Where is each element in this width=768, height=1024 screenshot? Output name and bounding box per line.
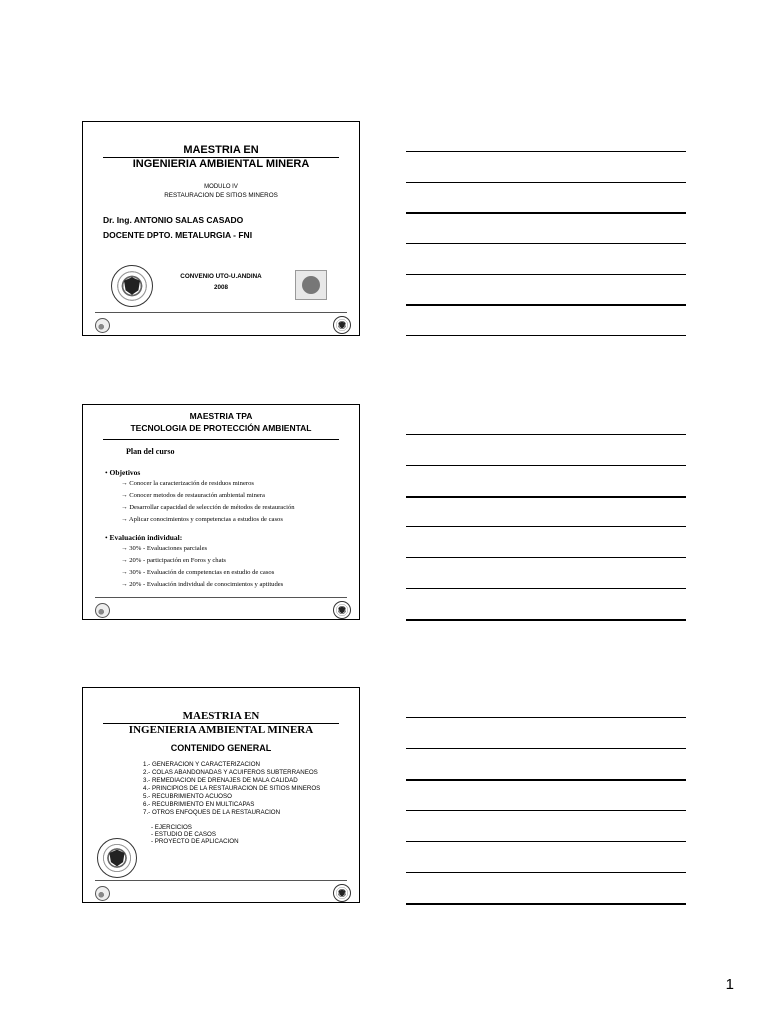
slide2-title-line2: TECNOLOGIA DE PROTECCIÓN AMBIENTAL xyxy=(130,423,312,433)
slide2-plan: Plan del curso xyxy=(126,447,175,456)
slide3-footer-rule xyxy=(95,880,347,881)
slide-3 xyxy=(82,687,360,903)
slide1-year: 2008 xyxy=(213,284,228,291)
page-number: 1 xyxy=(725,976,734,993)
note-line xyxy=(406,304,686,306)
evaluacion-item: → 30% - Evaluaciones parciales xyxy=(121,545,208,552)
slide3-title-line1: MAESTRIA EN xyxy=(182,710,260,722)
extra-item: - ESTUDIO DE CASOS xyxy=(151,831,216,838)
footer-seal-icon xyxy=(333,601,351,619)
note-line xyxy=(406,810,686,811)
note-line xyxy=(406,243,686,244)
note-line xyxy=(406,841,686,842)
objetivo-item: → Conocer metodos de restauración ambiental minera xyxy=(121,492,265,499)
note-line xyxy=(406,274,686,275)
note-line xyxy=(406,526,686,527)
note-line xyxy=(406,903,686,905)
note-line xyxy=(406,182,686,183)
slide3-title-rule xyxy=(103,723,339,724)
extra-item: - EJERCICIOS xyxy=(151,824,192,831)
note-line xyxy=(406,465,686,466)
contenido-item: 2.- COLAS ABANDONADAS Y ACUIFEROS SUBTERRANEOS xyxy=(143,769,318,776)
slide1-module: MODULO IV xyxy=(204,184,238,190)
note-line xyxy=(406,717,686,718)
note-line xyxy=(406,588,686,589)
contenido-item: 4.- PRINCIPIOS DE LA RESTAURACION DE SITIOS MINEROS xyxy=(143,785,321,792)
note-line xyxy=(406,748,686,749)
footer-seal-icon xyxy=(333,884,351,902)
evaluacion-item: → 30% - Evaluación de competencias en estudio de casos xyxy=(121,569,275,576)
slide1-title-rule xyxy=(103,157,339,158)
footer-logo-icon xyxy=(95,603,110,618)
note-line xyxy=(406,434,686,435)
slide-1 xyxy=(82,121,360,336)
footer-logo-icon xyxy=(95,318,110,333)
slide3-heading: CONTENIDO GENERAL xyxy=(170,743,272,753)
note-line xyxy=(406,557,686,558)
slide2-footer-rule xyxy=(95,597,347,598)
footer-logo-icon xyxy=(95,886,110,901)
note-line xyxy=(406,779,686,781)
slide1-author: Dr. Ing. ANTONIO SALAS CASADO xyxy=(103,215,244,225)
contenido-item: 6.- RECUBRIMIENTO EN MULTICAPAS xyxy=(143,801,255,808)
slide1-footer-rule xyxy=(95,312,347,313)
note-line xyxy=(406,872,686,873)
contenido-item: 1.- GENERACION Y CARACTERIZACION xyxy=(143,761,261,768)
slide2-title-line1: MAESTRIA TPA xyxy=(189,411,253,421)
evaluacion-item: → 20% - Evaluación individual de conocimientos y aptitudes xyxy=(121,581,284,588)
note-line xyxy=(406,496,686,498)
note-line xyxy=(406,619,686,621)
footer-seal-icon xyxy=(333,316,351,334)
slide1-role: DOCENTE DPTO. METALURGIA - FNI xyxy=(103,230,253,240)
bullet-evaluacion: • Evaluación individual: xyxy=(105,533,183,542)
slide1-convenio: CONVENIO UTO-U.ANDINA xyxy=(180,273,262,280)
bullet-objetivos: • Objetivos xyxy=(105,468,141,477)
contenido-item: 3.- REMEDIACION DE DRENAJES DE MALA CALIDAD xyxy=(143,777,298,784)
slide1-title-line1: MAESTRIA EN xyxy=(183,144,259,156)
slide1-subject: RESTAURACION DE SITIOS MINEROS xyxy=(164,192,278,199)
contenido-item: 5.- RECUBRIMIENTO ACUOSO xyxy=(143,793,232,800)
partner-logo-icon xyxy=(295,270,327,300)
objetivo-item: → Desarrollar capacidad de selección de métodos de restauración xyxy=(121,504,295,511)
objetivo-item: → Conocer la caracterización de residuos mineros xyxy=(121,480,254,487)
note-line xyxy=(406,335,686,336)
extra-item: - PROYECTO DE APLICACION xyxy=(151,838,239,845)
evaluacion-label: Evaluación individual: xyxy=(109,533,183,542)
note-line xyxy=(406,151,686,152)
slide1-title-line2: INGENIERIA AMBIENTAL MINERA xyxy=(132,158,310,170)
slide2-title-rule xyxy=(103,439,339,440)
slide-2 xyxy=(82,404,360,620)
objetivo-item: → Aplicar conocimientos y competencias a estudios de casos xyxy=(121,516,283,523)
university-seal-icon xyxy=(97,838,137,878)
note-line xyxy=(406,212,686,214)
evaluacion-item: → 20% - participación en Foros y chats xyxy=(121,557,226,564)
contenido-item: 7.- OTROS ENFOQUES DE LA RESTAURACION xyxy=(143,809,281,816)
objetivos-label: Objetivos xyxy=(109,468,141,477)
slide3-title-line2: INGENIERIA AMBIENTAL MINERA xyxy=(128,724,314,736)
